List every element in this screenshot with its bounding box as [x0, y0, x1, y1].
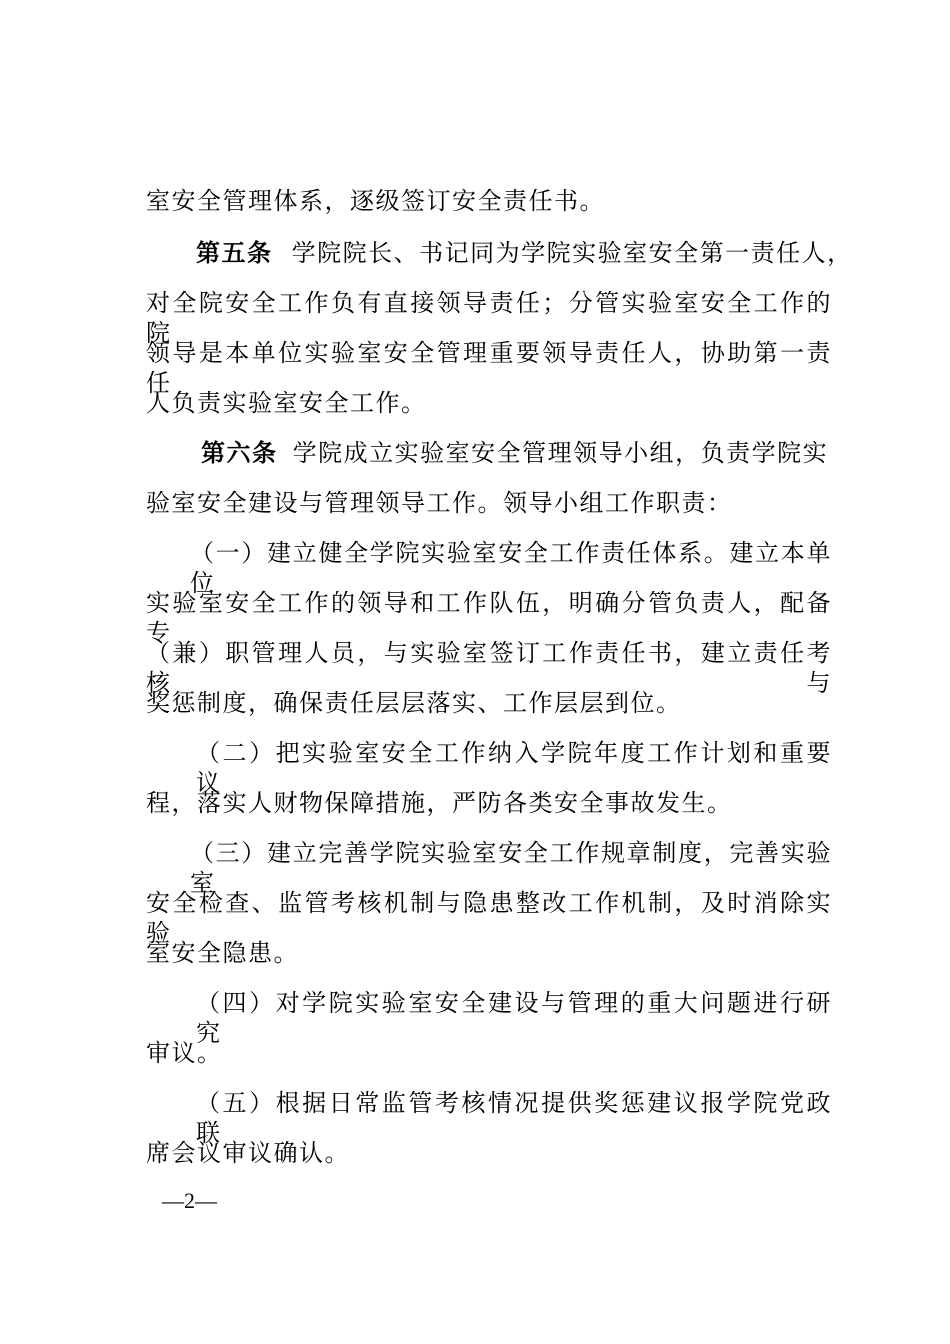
text-line: 实验室安全工作的领导和工作队伍，明确分管负责人，配备专: [146, 589, 832, 647]
text-line: 验室安全建设与管理领导工作。领导小组工作职责：: [146, 489, 733, 517]
page-number: —2—: [162, 1188, 217, 1213]
text-line: 室安全管理体系，逐级签订安全责任书。: [146, 187, 605, 215]
text-line: 人负责实验室安全工作。: [146, 389, 427, 417]
text-line: （四）对学院实验室安全建设与管理的重大问题进行研究: [196, 989, 832, 1047]
article-6-label: 第六条: [201, 438, 278, 467]
text-line: 对全院安全工作负有直接领导责任；分管实验室安全工作的院: [146, 289, 832, 347]
text-line: （三）建立完善学院实验室安全工作规章制度，完善实验室: [190, 839, 832, 897]
text-line: 学院成立实验室安全管理领导小组，负责学院实: [292, 439, 829, 467]
text-line: 席会议审议确认。: [146, 1139, 350, 1167]
text-line: （一）建立健全学院实验室安全工作责任体系。建立本单位: [190, 539, 832, 597]
article-6-first-line: [201, 438, 832, 468]
text-line: 程，落实人财物保障措施，严防各类安全事故发生。: [146, 789, 733, 817]
text-line: （兼）职管理人员，与实验室签订工作责任书，建立责任考核与: [146, 639, 832, 697]
text-line: （五）根据日常监管考核情况提供奖惩建议报学院党政联: [196, 1089, 832, 1147]
text-line: （二）把实验室安全工作纳入学院年度工作计划和重要议: [196, 739, 832, 797]
article-5-label: 第五条: [196, 238, 273, 267]
text-line: 安全检查、监管考核机制与隐患整改工作机制，及时消除实验: [146, 889, 832, 947]
text-line: 室安全隐患。: [146, 939, 299, 967]
text-line: 审议。: [146, 1039, 223, 1067]
text-line: 奖惩制度，确保责任层层落实、工作层层到位。: [146, 689, 682, 717]
article-5-first-line: [196, 238, 853, 268]
text-line: 学院院长、书记同为学院实验室安全第一责任人，: [291, 239, 853, 267]
text-line: 领导是本单位实验室安全管理重要领导责任人，协助第一责任: [146, 339, 832, 397]
